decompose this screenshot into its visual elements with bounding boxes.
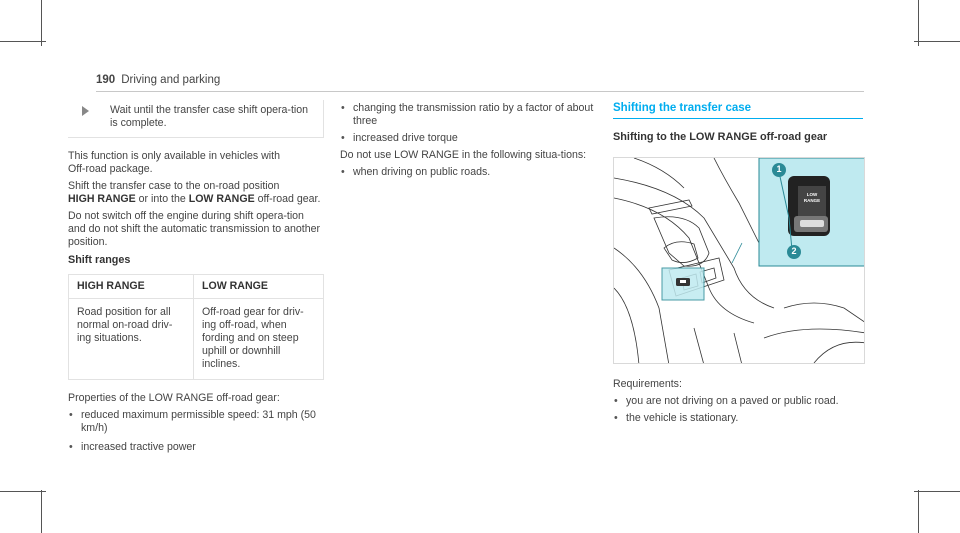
- crop-mark: [41, 490, 42, 533]
- list-item: • when driving on public roads.: [340, 166, 598, 179]
- instruction-step: [68, 100, 324, 138]
- requirements-list: [613, 395, 865, 425]
- table-header-row: [69, 275, 324, 299]
- page-number: 190: [96, 74, 116, 86]
- properties-list: [68, 409, 324, 454]
- effects-list: [340, 102, 598, 145]
- text: This function is only available in vehicles with: [68, 150, 280, 162]
- console-illustration: [613, 157, 865, 364]
- subsection-title: Shifting to the LOW RANGE off-road gear: [613, 131, 828, 143]
- crop-mark: [918, 490, 919, 533]
- switch-label-range: RANGE: [803, 198, 821, 203]
- list-item: • you are not driving on a paved or public road.: [613, 395, 865, 408]
- paragraph: [68, 180, 324, 206]
- list-item: • increased drive torque: [340, 132, 598, 145]
- section-title: Shifting the transfer case: [613, 102, 863, 119]
- center-console-drawing: [614, 158, 865, 364]
- situations-list: [340, 166, 598, 179]
- text: off-road gear.: [257, 193, 321, 205]
- table-row: [69, 299, 324, 380]
- text: Off-road package.: [68, 163, 153, 175]
- column-3: [613, 102, 865, 425]
- paragraph: Do not use LOW RANGE in the following situa-tions:: [340, 149, 587, 161]
- crop-mark: [0, 41, 46, 42]
- column-1: [68, 100, 324, 454]
- list-item: • reduced maximum permissible speed: 31 mph (50 km/h): [68, 409, 324, 435]
- callout-1: 1: [776, 164, 782, 174]
- callout-2: 2: [791, 246, 797, 256]
- switch-label-low: LOW: [806, 192, 818, 197]
- shift-ranges-title: Shift ranges: [68, 254, 131, 266]
- paragraph: [68, 150, 324, 176]
- list-item: • changing the transmission ratio by a factor of about three: [340, 102, 598, 128]
- high-range-term: HIGH RANGE: [68, 193, 136, 205]
- crop-mark: [41, 0, 42, 46]
- table-header: HIGH RANGE: [69, 275, 194, 299]
- page-header: [96, 74, 220, 86]
- section-name: Driving and parking: [121, 74, 221, 86]
- table-cell: Road position for all normal on-road driv-ing situations.: [69, 299, 194, 380]
- text: Shift the transfer case to the on-road position: [68, 180, 280, 192]
- low-range-term: LOW RANGE: [188, 193, 255, 205]
- text: or into the: [138, 193, 186, 205]
- column-2: [340, 102, 598, 179]
- crop-mark: [918, 0, 919, 46]
- shift-ranges-table: [68, 274, 324, 380]
- header-rule: [96, 91, 864, 92]
- table-header: LOW RANGE: [194, 275, 324, 299]
- properties-intro: Properties of the LOW RANGE off-road gear:: [68, 392, 280, 404]
- requirements-title: Requirements:: [613, 378, 682, 390]
- crop-mark: [0, 491, 46, 492]
- list-item: • increased tractive power: [68, 441, 324, 454]
- step-arrow-icon: [82, 106, 89, 116]
- paragraph: Do not switch off the engine during shift opera-tion and do not shift the automatic transmission to another position.: [68, 210, 321, 248]
- table-cell: Off-road gear for driv-ing off-road, when fording and on steep uphill or downhill inclines.: [194, 299, 324, 380]
- crop-mark: [914, 41, 960, 42]
- crop-mark: [914, 491, 960, 492]
- list-item: • the vehicle is stationary.: [613, 412, 865, 425]
- instruction-text: Wait until the transfer case shift opera-tion is complete.: [110, 104, 309, 129]
